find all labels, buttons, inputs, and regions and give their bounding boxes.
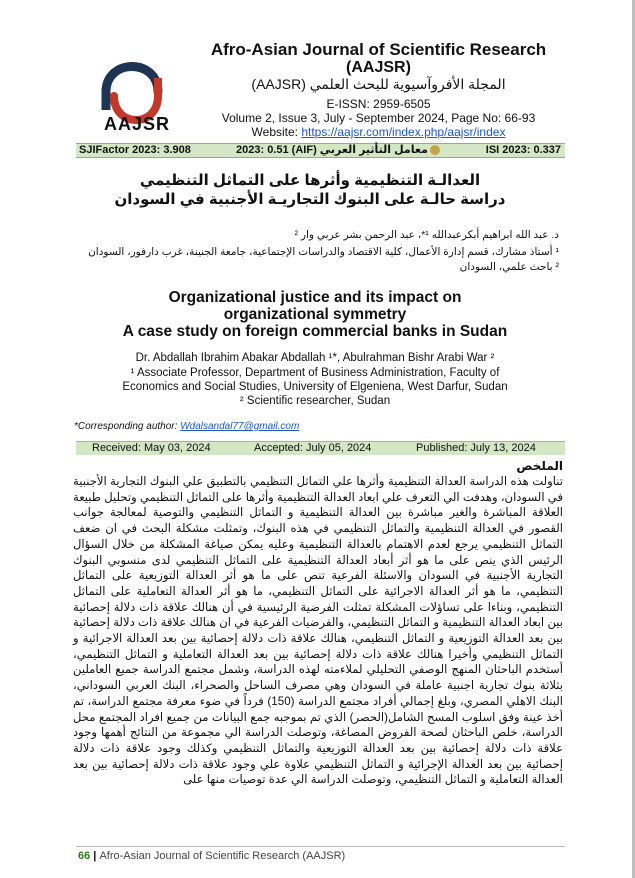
journal-arabic-name: المجلة الأفروآسيوية للبحث العلمي (AAJSR) xyxy=(251,76,506,92)
arabic-affiliation-1: ¹ أستاذ مشارك، قسم إدارة الأعمال، كلية الاقتصاد والدراسات الإجتماعية، جامعة الجنينة، غرب دارفور، السودان xyxy=(88,246,559,258)
received-date: Received: May 03, 2024 xyxy=(92,442,211,454)
logo-text: AAJSR xyxy=(103,114,170,134)
page-number: 66 xyxy=(78,850,91,862)
journal-volume: Volume 2, Issue 3, July - September 2024, Page No: 66-93 xyxy=(221,111,536,125)
journal-abbr: (AAJSR) xyxy=(346,59,411,76)
journal-website xyxy=(185,125,572,139)
arabic-authors: د. عبد الله ابراهيم أبكرعبدالله ¹*، عبد الرحمن بشر عربي وار ² xyxy=(294,229,559,241)
footer-divider xyxy=(76,846,565,847)
english-affiliation-2: Economics and Social Studies, University of Elgeniena, West Darfur, Sudan xyxy=(122,381,508,393)
isi-factor: ISI 2023: 0.337 xyxy=(485,144,561,156)
logo-navy-arc xyxy=(106,67,158,93)
abstract-body: تناولت هذه الدراسة العدالة التنظيمية وأثرها علي التماثل التنظيمي بالتطبيق علي البنوك التجارية الأجنبية في السودان، وهدفت الي التعرف علي ابعاد العدالة التنظيمية وأثرها على التماثل التنظيمي وتحليل طبيعة العلاقة المباشرة والغير مباشرة بين العدالة التنظيمية و التماثل التنظيمي والتوصية لمعالجة جوانب القصور في العدالة التنظيمية والتماثل التنظيمي في هذه البنوك، وتمثلت مشكلة البحث في ان ضعف التماثل التنظيمي يرجع لعدم الاهتمام بالعدالة التنظيمية وعليه يمكن صياغة المشكلة من خلال السؤال الرئيس الذي ينص على ما هو أثر أبعاد العدالة التنظيمية على التماثل التنظيمي لدى منسوبي البنوك التجارية الأجنبية في السودان والاسئلة الفرعية تنص على ما هو أثر العدالة التوزيعية على التماثل التنظيمي، ما هو أثر العدالة الاجرائية على التماثل التنظيمي، ما هو أثر العدالة التعاملية على التماثل التنظيمي، وبناءا على تساؤلات المشكلة تمثلت الفرضية الرئيسية في أن هنالك علاقة ذات دلالة إحصائية بين ابعاد العدالة التنظيمية و التماثل التنظيمي، والفرضيات الفرعية في ان هنالك علاقة ذات دلالة إحصائية بين بعد العدالة التوزيعية و التماثل التنظيمي، هنالك علاقة ذات دلالة إحصائية بين بعد العدالة الاجرائية و التماثل التنظيمي وأخيرا هنالك علاقة ذات دلالة إحصائية بين بعد العدالة التعاملية و التماثل التنظيمي، أستخدم الباحثان المنهج الوصفي التحليلي لملاءمته لهذه الدراسة، وشمل مجتمع الدراسة جميع العاملين بثلاثة بنوك تجارية اجنبية عاملة في السودان وهي مصرف الساحل والصحراء، البنك العربي السوداني، البنك الاهلي المصري، وبلغ إجمالي أفراد مجتمع الدراسة (150) فرداً في ضوء معرفة مجتمع الدراسة، تم أخذ عينة وفق اسلوب المسح الشامل(الحصر) الذي تم بموجبه جمع البيانات من جميع افراد المجتمع محل الدراسة، خلص الباحثان لصحة الفروض المصاغة، وتوصلت الدراسة الي مجموعة من النتائج أهمها وجود علاقة ذات دلالة إحصائية بين بعد العدالة التوزيعية والتماثل التنظيمي وكذلك وجود علاقة ذات دلالة إحصائية بين بعد العدالة الإجرائية و التماثل التنظيمي علاوة علي وجود علاقة ذات دلالة إحصائية بين بعد العدالة التعاملية و التماثل التنظيمي، وتوصلت الدراسة الي عدة توصيات منها على xyxy=(73,475,563,787)
sjif-factor: SJIFactor 2023: 3.908 xyxy=(79,144,191,156)
footer-journal-name: Afro-Asian Journal of Scientific Research (AAJSR) xyxy=(99,850,346,862)
english-title-line-1: Organizational justice and its impact on xyxy=(168,289,462,306)
arabic-title-line-1: العدالـة التنظيمية وأثرها على التماثل التنظيمي xyxy=(139,172,481,189)
accepted-date: Accepted: July 05, 2024 xyxy=(254,442,372,454)
corresponding-author xyxy=(74,421,299,432)
logo-red-leg xyxy=(154,78,162,98)
dates-bar xyxy=(76,441,565,455)
arabic-impact-factor-text: معامل التأثير العربي (AIF) 2023: 0.51 xyxy=(236,144,428,156)
impact-factor-bar xyxy=(76,143,565,158)
page-footer xyxy=(78,850,345,862)
english-title-line-2: organizational symmetry xyxy=(223,306,407,323)
website-label: Website: xyxy=(251,125,302,139)
corresponding-email-link[interactable]: Wdalsandal77@gmail.com xyxy=(180,421,300,432)
website-link[interactable]: https://aajsr.com/index.php/aajsr/index xyxy=(301,125,506,139)
footer-separator: | xyxy=(90,850,100,862)
published-date: Published: July 13, 2024 xyxy=(416,442,536,454)
english-affiliation-1: ¹ Associate Professor, Department of Business Administration, Faculty of xyxy=(130,367,500,379)
arabic-title-line-2: دراسة حالـة على البنوك التجاريـة الأجنبية في السودان xyxy=(114,191,506,208)
abstract-heading: الملخص xyxy=(516,459,563,473)
corresponding-label: *Corresponding author: xyxy=(74,421,181,432)
english-authors: Dr. Abdallah Ibrahim Abakar Abdallah ¹*, Abulrahman Bishr Arabi War ² xyxy=(135,352,495,364)
seal-icon xyxy=(430,145,440,155)
english-title-line-3: A case study on foreign commercial banks in Sudan xyxy=(122,323,508,340)
arabic-impact-factor xyxy=(236,144,442,157)
journal-issn: E-ISSN: 2959-6505 xyxy=(326,97,431,111)
logo-navy-leg xyxy=(102,88,111,110)
arabic-affiliation-2: ² باحث علمي، السودان xyxy=(459,261,559,273)
english-affiliation-3: ² Scientific researcher, Sudan xyxy=(239,395,391,407)
journal-title: Afro-Asian Journal of Scientific Research xyxy=(210,40,547,59)
